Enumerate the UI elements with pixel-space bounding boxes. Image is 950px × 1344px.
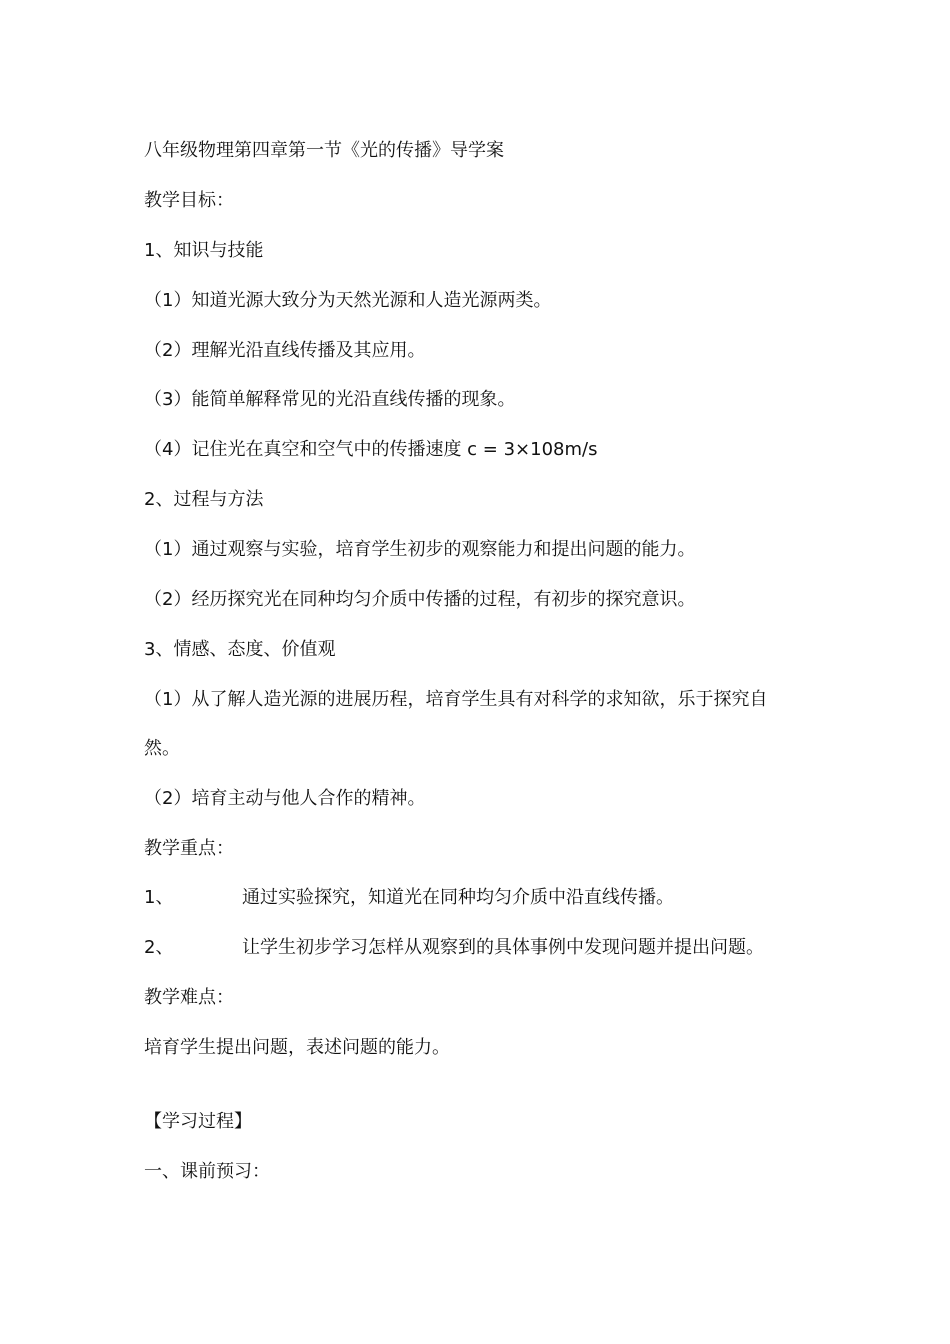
objectives-heading: 教学目标：	[144, 190, 234, 211]
attitude-item-1-line-2: 然。	[144, 738, 180, 759]
key-point-1-text: 通过实验探究，知道光在同种均匀介质中沿直线传播。	[242, 887, 674, 908]
knowledge-item-1: （1）知道光源大致分为天然光源和人造光源两类。	[144, 290, 552, 311]
difficulties-text: 培育学生提出问题，表述问题的能力。	[144, 1037, 450, 1058]
attitude-item-2: （2）培育主动与他人合作的精神。	[144, 788, 426, 809]
knowledge-item-2: （2）理解光沿直线传播及其应用。	[144, 340, 426, 361]
key-point-1-number: 1、	[144, 887, 174, 908]
knowledge-item-4: （4）记住光在真空和空气中的传播速度 c = 3×108m/s	[144, 439, 598, 460]
difficulties-heading: 教学难点：	[144, 987, 234, 1008]
section-knowledge-heading: 1、知识与技能	[144, 240, 264, 261]
preview-heading: 一、课前预习：	[144, 1161, 270, 1182]
document-title: 八年级物理第四章第一节《光的传播》导学案	[144, 140, 504, 161]
process-item-1: （1）通过观察与实验，培育学生初步的观察能力和提出问题的能力。	[144, 539, 696, 560]
key-point-2-text: 让学生初步学习怎样从观察到的具体事例中发现问题并提出问题。	[242, 937, 764, 958]
section-process-heading: 2、过程与方法	[144, 489, 264, 510]
attitude-item-1-line-1: （1）从了解人造光源的进展历程，培育学生具有对科学的求知欲，乐于探究自	[144, 689, 768, 710]
section-attitude-heading: 3、情感、态度、价值观	[144, 639, 336, 660]
key-point-2-number: 2、	[144, 937, 174, 958]
key-points-heading: 教学重点：	[144, 838, 234, 859]
knowledge-item-3: （3）能简单解释常见的光沿直线传播的现象。	[144, 389, 516, 410]
process-item-2: （2）经历探究光在同种均匀介质中传播的过程，有初步的探究意识。	[144, 589, 696, 610]
learning-process-heading: 【学习过程】	[144, 1111, 252, 1132]
